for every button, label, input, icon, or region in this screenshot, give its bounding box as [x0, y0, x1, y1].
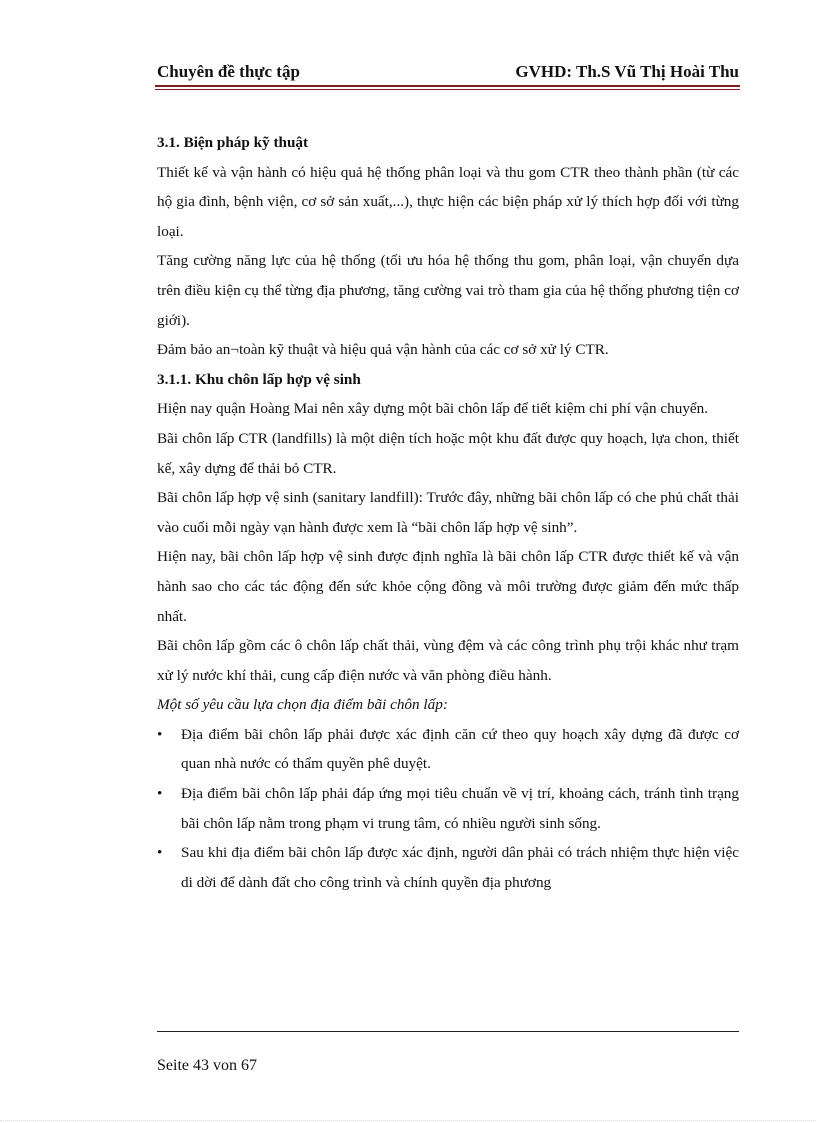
- paragraph-3: Đảm bảo an¬toàn kỹ thuật và hiệu quả vận hành của các cơ sở xử lý CTR.: [157, 341, 609, 359]
- page-header: [157, 58, 739, 82]
- list-item-text: Sau khi địa điểm bãi chôn lấp được xác định, người dân phải có trách nhiệm thực hiện việc di dời để dành đất cho công trình và chính quyền địa phương: [181, 844, 739, 891]
- bullet-icon: •: [157, 725, 163, 743]
- paragraph-2: Tăng cường năng lực của hệ thống (tối ưu hóa hệ thống thu gom, phân loại, vận chuyển dựa trên điều kiện cụ thể từng địa phương, tăng cường vai trò tham gia của hệ thống phương tiện cơ giới).: [157, 252, 739, 329]
- section-heading-3-1-1: 3.1.1. Khu chôn lấp hợp vệ sinh: [157, 370, 361, 388]
- list-item-text: Địa điểm bãi chôn lấp phải được xác định căn cứ theo quy hoạch xây dựng đã được cơ quan nhà nước có thẩm quyền phê duyệt.: [181, 725, 739, 773]
- paragraph-8: Bãi chôn lấp gồm các ô chôn lấp chất thải, vùng đệm và các công trình phụ trội khác như trạm xử lý nước khí thải, cung cấp điện nước và văn phòng điều hành.: [157, 637, 739, 684]
- page-edge-divider: [0, 1120, 816, 1121]
- header-supervisor: GVHD: Th.S Vũ Thị Hoài Thu: [515, 62, 739, 81]
- paragraph-7: Hiện nay, bãi chôn lấp hợp vệ sinh được định nghĩa là bãi chôn lấp CTR được thiết kế và vận hành sao cho các tác động đến sức khỏe cộng đồng và môi trường được giảm đến mức thấp nhất.: [157, 548, 739, 625]
- section-heading-3-1: 3.1. Biện pháp kỹ thuật: [157, 134, 309, 151]
- bullet-icon: •: [157, 844, 163, 862]
- page-body: [157, 128, 739, 897]
- paragraph-6: Bãi chôn lấp hợp vệ sinh (sanitary landfill): Trước đây, những bãi chôn lấp có che phủ chất thải vào cuối mỗi ngày vạn hành được xem là “bãi chôn lấp hợp vệ sinh”.: [157, 489, 739, 536]
- footer-rule: [157, 1031, 739, 1032]
- requirements-list: [157, 720, 739, 898]
- list-item-text: Địa điểm bãi chôn lấp phải đáp ứng mọi tiêu chuẩn về vị trí, khoảng cách, tránh tình trạng bãi chôn lấp nằm trong phạm vi trung tâm, có nhiều người sinh sống.: [181, 785, 739, 832]
- list-item: [157, 779, 739, 838]
- header-rule-thin: [155, 89, 740, 90]
- bullet-icon: •: [157, 785, 163, 803]
- header-rule-thick: [155, 85, 740, 87]
- paragraph-4: Hiện nay quận Hoàng Mai nên xây dựng một bãi chôn lấp để tiết kiệm chi phí vận chuyển.: [157, 400, 709, 418]
- list-item: [157, 838, 739, 897]
- requirements-intro: Một số yêu cầu lựa chọn địa điểm bãi chôn lấp:: [157, 696, 448, 714]
- page-number: Seite 43 von 67: [157, 1057, 257, 1074]
- list-item: [157, 720, 739, 779]
- header-course-title: Chuyên đề thực tập: [157, 62, 300, 81]
- paragraph-1: Thiết kế và vận hành có hiệu quả hệ thống phân loại và thu gom CTR theo thành phần (từ các hộ gia đình, bệnh viện, cơ sở sản xuất,...), thực hiện các biện pháp xử lý thích hợp đối với từng loại.: [157, 163, 739, 240]
- paragraph-5: Bãi chôn lấp CTR (landfills) là một diện tích hoặc một khu đất được quy hoạch, lựa chon, thiết kế, xây dựng để thải bỏ CTR.: [157, 429, 739, 477]
